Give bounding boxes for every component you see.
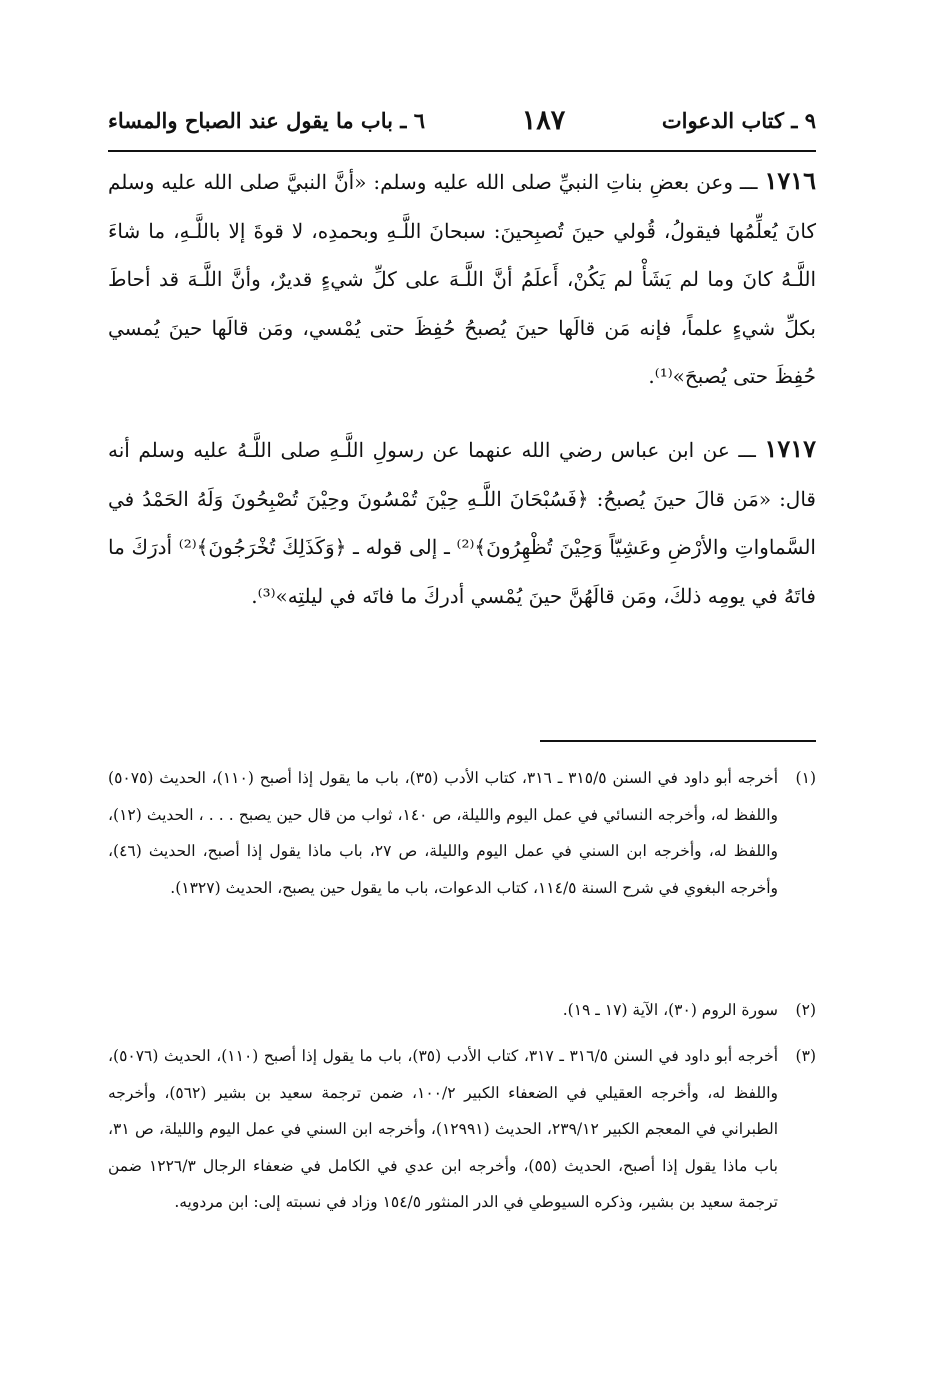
footnote-3 (108, 1038, 816, 1221)
hadith-number: ١٧١٦ (764, 166, 817, 195)
footnote-separator (540, 740, 816, 742)
footnote-number: (٣) (795, 1047, 816, 1065)
footnote-number: (١) (795, 769, 816, 787)
footnote-number: (٢) (795, 1001, 816, 1019)
footnote-1 (108, 760, 816, 906)
footnote-text: أخرجه أبو داود في السنن ٣١٥/٥ ـ ٣١٦، كتاب الأدب (٣٥)، باب ما يقول إذا أصبح (١١٠)، الحديث (٥٠٧٥) واللفظ له، وأخرجه النسائي في عمل اليوم والليلة، ص ١٤٠، ثواب من قال حين يصبح . . . ، الحديث (١٢)، واللفظ له، وأخرجه ابن السني في عمل اليوم والليلة، ص ٢٧، باب ماذا يقول إذا أصبح، الحديث (٤٦)، وأخرجه البغوي في شرح السنة ١١٤/٥، كتاب الدعوات، باب ما يقول حين يصبح، الحديث (١٣٢٧). (108, 769, 779, 897)
hadith-text: ـــ عن ابن عباس رضي الله عنهما عن رسولِ اللَّـهِ صلى اللَّـهُ عليه وسلم أنه قال: «مَن قالَ حينَ يُصبحُ: ﴿فَسُبْحَانَ اللَّـهِ حِيْنَ تُمْسُونَ وحِيْنَ تُصْبِحُونَ وَلَهُ الحَمْدُ في السَّماواتِ والأرْضِ وعَشِيّاً وَحِيْنَ تُظْهِرُونَ﴾⁽²⁾ ـ إلى قوله ـ ﴿وَكَذَلِكَ تُخْرَجُونَ﴾⁽²⁾ أدرَكَ ما فاتَهُ في يومِه ذلكَ، ومَن قالَهُنَّ حينَ يُمْسي أدركَ ما فاتَه في ليلتِه»⁽³⁾. (108, 438, 816, 608)
footnote-text: سورة الروم (٣٠)، الآية (١٧ ـ ١٩). (562, 1001, 778, 1019)
section-title: ٦ ـ باب ما يقول عند الصباح والمساء (108, 107, 425, 133)
chapter-title: ٩ ـ كتاب الدعوات (661, 107, 816, 133)
running-header (108, 98, 816, 142)
footnote-2 (108, 992, 816, 1029)
hadith-1717 (108, 425, 816, 620)
header-rule (108, 150, 816, 152)
hadith-number: ١٧١٧ (764, 434, 817, 463)
hadith-1716 (108, 157, 816, 401)
footnote-text: أخرجه أبو داود في السنن ٣١٦/٥ ـ ٣١٧، كتاب الأدب (٣٥)، باب ما يقول إذا أصبح (١١٠)، الحديث (٥٠٧٦)، واللفظ له، وأخرجه العقيلي في الضعفاء الكبير ١٠٠/٢، ضمن ترجمة سعيد بن بشير (٥٦٢)، وأخرجه الطبراني في المعجم الكبير ٢٣٩/١٢، الحديث (١٢٩٩١)، وأخرجه ابن السني في عمل اليوم والليلة، ص ٣١، باب ماذا يقول إذا أصبح، الحديث (٥٥)، وأخرجه ابن عدي في الكامل في ضعفاء الرجال ١٢٢٦/٣ ضمن ترجمة سعيد بن بشير، وذكره السيوطي في الدر المنثور ١٥٤/٥ وزاد في نسبته إلى: ابن مردويه. (108, 1047, 779, 1211)
hadith-text: ـــ وعن بعضِ بناتِ النبيِّ صلى الله عليه وسلم: «أنَّ النبيَّ صلى الله عليه وسلم كانَ يُعلِّمُها فيقولُ، قُولي حينَ تُصبِحينَ: سبحانَ اللَّـهِ وبحمدِه، لا قوةَ إلا باللَّـهِ، ما شاءَ اللَّـهُ كانَ وما لم يَشَأْ لم يَكُنْ، أَعلَمُ أنَّ اللَّـهَ على كلِّ شيءٍ قديرٌ، وأنَّ اللَّـهَ قد أحاطَ بكلِّ شيءٍ علماً، فإنه مَن قالَها حينَ يُصبحُ حُفِظَ حتى يُمْسي، ومَن قالَها حينَ يُمسي حُفِظَ حتى يُصبحَ»⁽¹⁾. (108, 170, 816, 388)
page-number: ١٨٧ (521, 104, 566, 136)
